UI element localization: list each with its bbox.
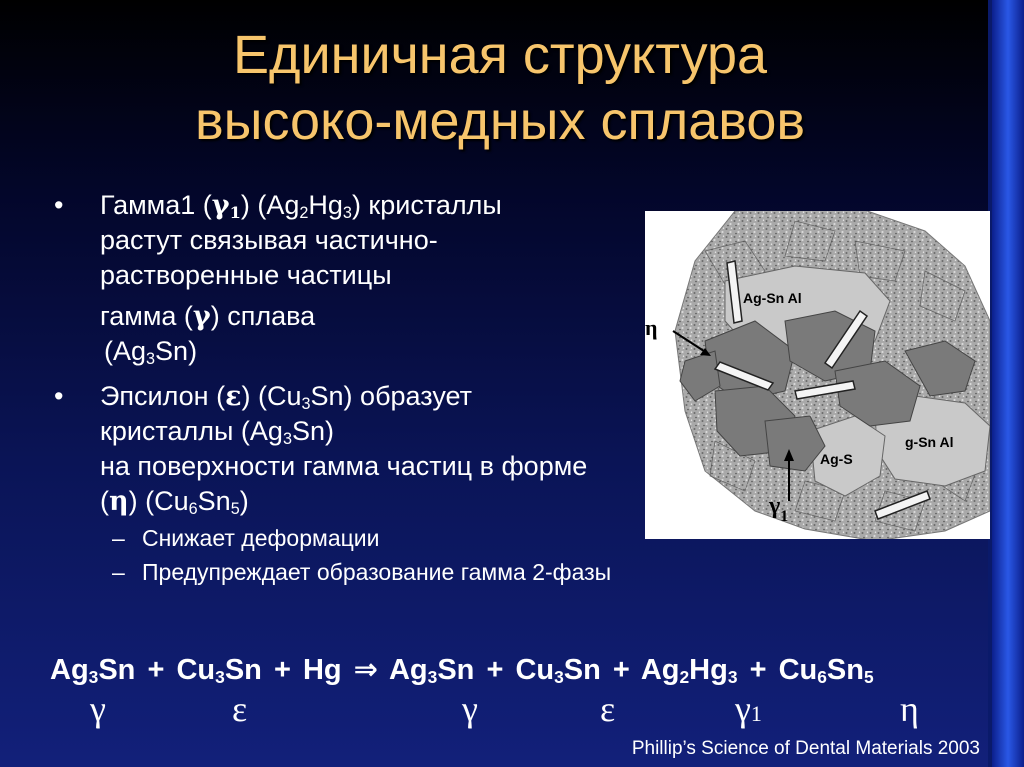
figure-agsn-label-2: g-Sn Al xyxy=(905,434,954,450)
bullet1-line5: $(Ag_3Sn)$ xyxy=(104,336,198,368)
slide-title xyxy=(0,22,1000,154)
bullet2-line2: кристаллы $(Ag_3Sn)$ xyxy=(100,416,334,448)
figure-eta-label: η xyxy=(645,315,658,340)
bullet2-line3: на поверхности гамма частиц в форме xyxy=(100,451,588,481)
subitem-text: Снижает деформации xyxy=(142,525,380,551)
phase-gamma-2: γ xyxy=(462,689,478,729)
bullet1-line2: растут связывая частично- xyxy=(100,225,438,255)
phase-gamma1: γ1 xyxy=(735,689,762,729)
bullet2-line4: (η) $(Cu_6Sn_5)$ xyxy=(100,486,249,518)
bullet1-line1: Гамма1 $(\gamma_1)$ $(Ag_2Hg_3)$ кристаллы xyxy=(100,190,502,222)
title-line-1: Единичная структура xyxy=(232,25,768,85)
source-credit: Phillip’s Science of Dental Materials 2003 xyxy=(631,738,980,759)
subitem-gamma2 xyxy=(54,555,954,589)
reaction-equation: $Ag_3Sn + Cu_3Sn + Hg$ ⇒ $Ag_3Sn + Cu_3Sn + Ag_2Hg_3 + Cu_6Sn_5$ xyxy=(50,652,874,687)
figure-agsn-label-3: Ag-S xyxy=(820,451,853,467)
microstructure-figure xyxy=(645,211,990,539)
figure-gamma1-label: $\gamma_1$ xyxy=(769,493,789,525)
figure-agsn-label-1: Ag-Sn Al xyxy=(743,290,802,306)
bullet-dot: • xyxy=(54,190,64,220)
phase-epsilon-2: ε xyxy=(600,689,616,729)
subitem-text: Предупреждает образование гамма 2-фазы xyxy=(142,559,612,585)
title-line-2: высоко-медных сплавов xyxy=(194,91,806,151)
dash-marker: – xyxy=(112,525,125,551)
bullet2-line1: Эпсилон (ε) $(Cu_3Sn)$ образует xyxy=(100,381,473,413)
phase-eta: η xyxy=(900,689,919,729)
bullet-dot: • xyxy=(54,381,64,411)
bullet1-line3: растворенные частицы xyxy=(100,260,392,290)
phase-gamma: γ xyxy=(90,689,106,729)
bullet1-line4: гамма (γ) сплава xyxy=(100,301,316,332)
phase-epsilon: ε xyxy=(232,689,248,729)
dash-marker: – xyxy=(112,559,125,585)
